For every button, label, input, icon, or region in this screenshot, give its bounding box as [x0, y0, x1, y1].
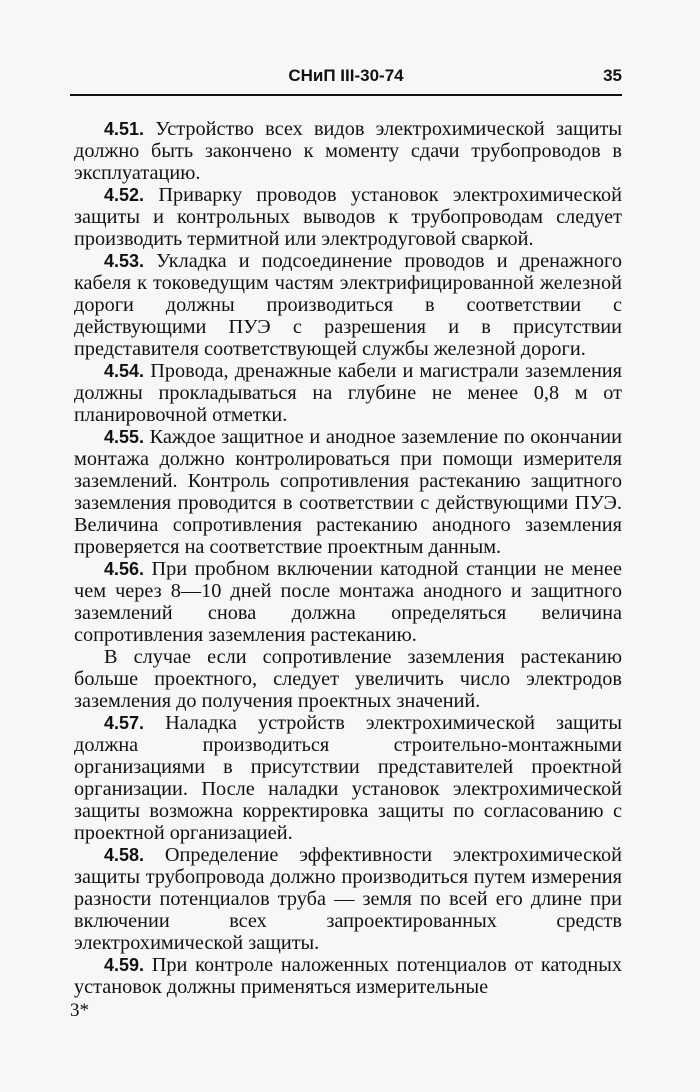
paragraph-4-58 [74, 844, 622, 954]
clause-number: 4.57. [104, 713, 145, 733]
signature-mark: 3* [70, 1000, 89, 1021]
paragraph-4-59 [74, 954, 622, 998]
page-number: 35 [603, 66, 622, 85]
clause-number: 4.54. [104, 361, 145, 381]
clause-text: Приварку проводов установок электрохимической защиты и контрольных выводов к трубопроводам следует производить термитной или электродуговой сваркой. [74, 184, 622, 250]
clause-number: 4.53. [104, 251, 145, 271]
paragraph-4-57 [74, 712, 622, 844]
clause-number: 4.55. [104, 427, 145, 447]
clause-number: 4.59. [104, 955, 145, 975]
clause-text: При контроле наложенных потенциалов от катодных установок должны применяться измерительные [74, 954, 622, 998]
clause-number: 4.58. [104, 845, 145, 865]
header-rule [70, 94, 622, 96]
paragraph-4-56-continued [74, 646, 622, 712]
clause-text: Наладка устройств электрохимической защиты должна производиться строительно-монтажными организациями в присутствии представителей проектной организации. После наладки установок электрохимической защиты возможна корректировка защиты по согласованию с проектной организацией. [74, 712, 622, 844]
clause-text: Каждое защитное и анодное заземление по окончании монтажа должно контролироваться при помощи измерителя заземлений. Контроль сопротивления растеканию защитного заземления проводится в соответствии с действующими ПУЭ. Величина сопротивления растеканию анодного заземления проверяется на соответствие проектным данным. [74, 426, 622, 558]
body-text [74, 118, 622, 998]
clause-number: 4.51. [104, 119, 145, 139]
clause-text: Устройство всех видов электрохимической защиты должно быть закончено к моменту сдачи трубопроводов в эксплуатацию. [74, 118, 622, 184]
paragraph-4-51 [74, 118, 622, 184]
clause-text: Определение эффективности электрохимической защиты трубопровода должно производиться путем измерения разности потенциалов труба — земля по всей его длине при включении всех запроектированных средств электрохимической защиты. [74, 844, 622, 954]
paragraph-4-52 [74, 184, 622, 250]
clause-text: В случае если сопротивление заземления растеканию больше проектного, следует увеличить число электродов заземления до получения проектных значений. [74, 646, 622, 712]
paragraph-4-53 [74, 250, 622, 360]
clause-text: Провода, дренажные кабели и магистрали заземления должны прокладываться на глубине не менее 0,8 м от планировочной отметки. [74, 360, 622, 426]
paragraph-4-54 [74, 360, 622, 426]
paragraph-4-56 [74, 558, 622, 646]
page-header [70, 66, 622, 94]
clause-number: 4.56. [104, 559, 145, 579]
clause-number: 4.52. [104, 185, 145, 205]
clause-text: При пробном включении катодной станции не менее чем через 8—10 дней после монтажа анодного и защитного заземлений снова должна определяться величина сопротивления заземления растеканию. [74, 558, 622, 646]
paragraph-4-55 [74, 426, 622, 558]
document-code: СНиП III-30-74 [288, 66, 404, 85]
clause-text: Укладка и подсоединение проводов и дренажного кабеля к токоведущим частям электрифицированной железной дороги должны производиться в соответствии с действующими ПУЭ с разрешения и в присутствии представителя соответствующей службы железной дороги. [74, 250, 622, 360]
